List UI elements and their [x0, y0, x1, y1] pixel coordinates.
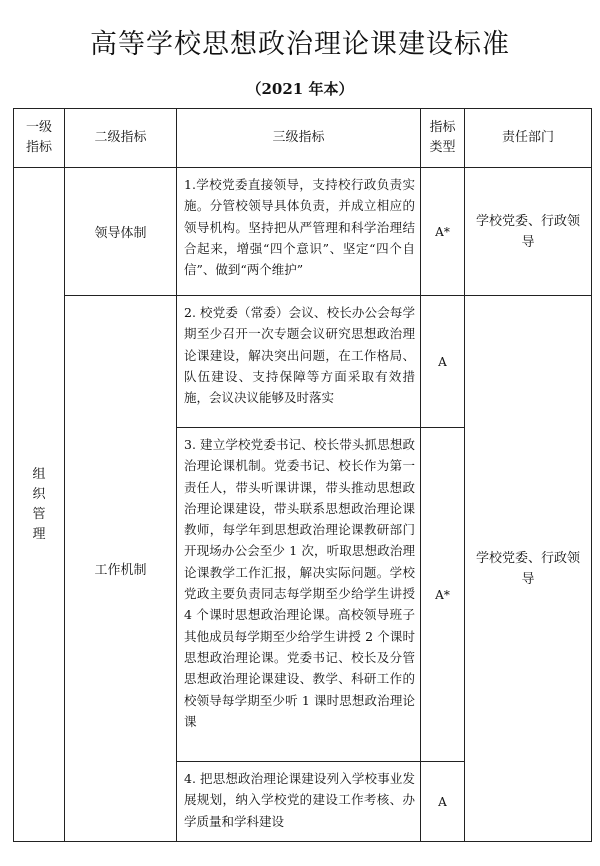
table-header-row: [14, 109, 592, 168]
header-level1: 一级指标: [14, 109, 65, 168]
level1-cell: 组织管理: [14, 168, 65, 842]
standards-table: [13, 108, 592, 842]
header-level2: 二级指标: [65, 109, 177, 168]
level3-cell: 1.学校党委直接领导，支持校行政负责实施。分管校领导具体负责，并成立相应的领导机构。坚持把从严管理和科学治理结合起来，增强“四个意识”、坚定“四个自信”、做到“两个维护”: [177, 168, 421, 296]
table-row: [14, 168, 592, 296]
dept-cell: 学校党委、行政领导: [465, 168, 592, 296]
level3-cell: 2. 校党委（常委）会议、校长办公会每学期至少召开一次专题会议研究思想政治理论课建设，解决突出问题，在工作格局、队伍建设、支持保障等方面采取有效措施，会议决议能够及时落实: [177, 296, 421, 428]
level2-cell: 工作机制: [65, 296, 177, 842]
document-subtitle: （2021 年本）: [246, 80, 354, 98]
dept-cell: 学校党委、行政领导: [465, 296, 592, 842]
level2-cell: 领导体制: [65, 168, 177, 296]
type-cell: A: [421, 296, 465, 428]
level3-cell: 4. 把思想政治理论课建设列入学校事业发展规划，纳入学校党的建设工作考核、办学质量和学科建设: [177, 762, 421, 842]
type-cell: A*: [421, 168, 465, 296]
header-type: 指标类型: [421, 109, 465, 168]
header-level3: 三级指标: [177, 109, 421, 168]
type-cell: A: [421, 762, 465, 842]
table-row: [14, 296, 592, 428]
level3-cell: 3. 建立学校党委书记、校长带头抓思想政治理论课机制。党委书记、校长作为第一责任人，带头听课讲课，带头推动思想政治理论课建设，带头联系思想政治理论课教师，每学年到思想政治理论课教研部门开现场办公会至少 1 次，听取思想政治理论课教学工作汇报，解决实际问题。学校党政主要负责同志每学期至少给学生讲授 4 个课时思想政治理论课。高校领导班子其他成员每学期至少给学生讲授 2 个课时思想政治理论课。党委书记、校长及分管思想政治理论课建设、教学、科研工作的校领导每学期至少听 1 课时思想政治理论课: [177, 428, 421, 762]
type-cell: A*: [421, 428, 465, 762]
header-dept: 责任部门: [465, 109, 592, 168]
document-title: 高等学校思想政治理论课建设标准: [90, 29, 510, 60]
